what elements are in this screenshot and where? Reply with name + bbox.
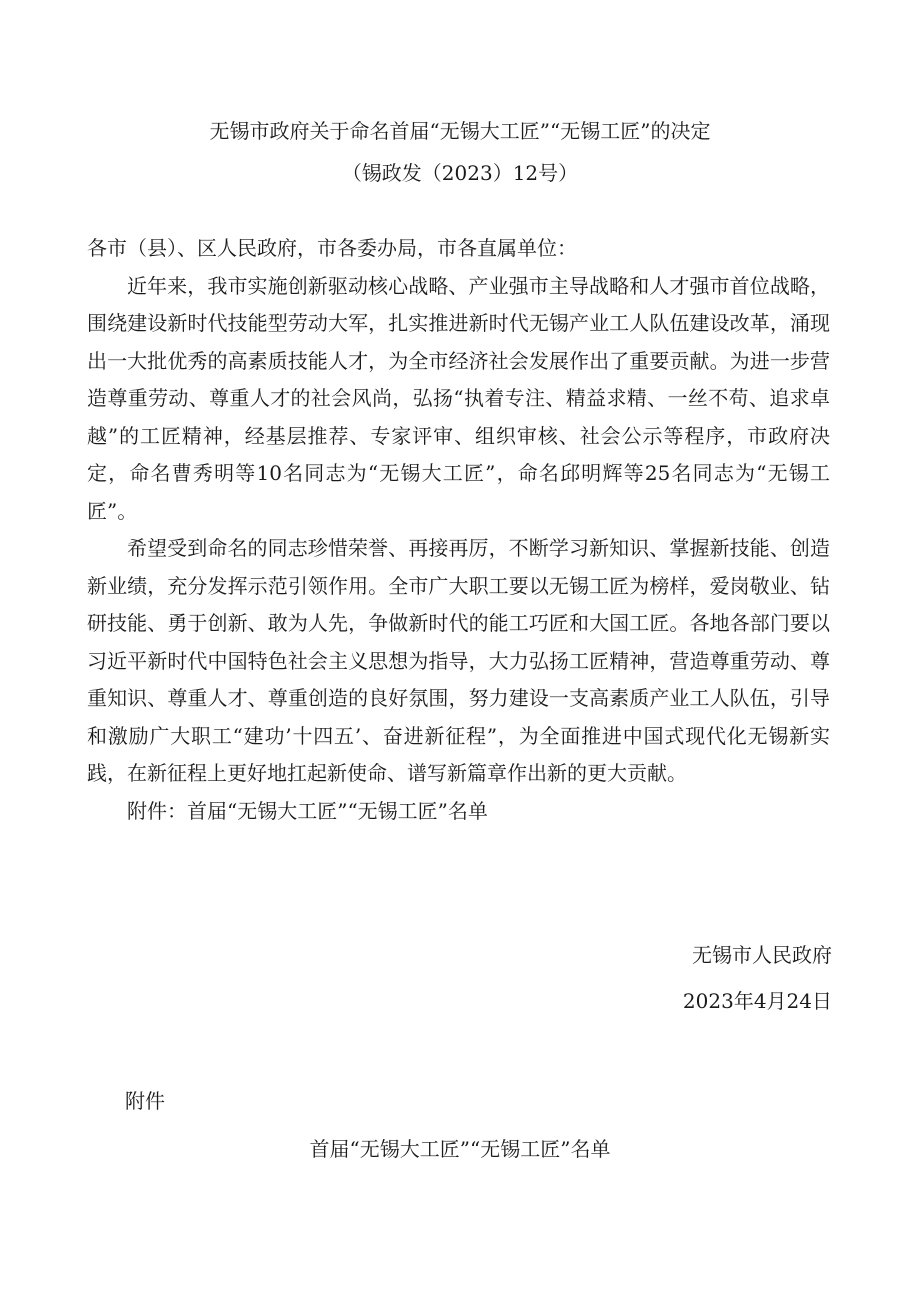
document-title: 无锡市政府关于命名首届“无锡大工匠”“无锡工匠”的决定 xyxy=(209,119,711,143)
annex-title: 首届“无锡大工匠”“无锡工匠”名单 xyxy=(309,1137,611,1161)
signer: 无锡市人民政府 xyxy=(692,943,832,967)
attachment-line: 附件：首届“无锡大工匠”“无锡工匠”名单 xyxy=(127,798,488,823)
salutation: 各市（县）、区人民政府，市各委办局，市各直属单位： xyxy=(87,236,577,260)
issue-date: 2023年4月24日 xyxy=(682,989,832,1013)
document-body xyxy=(87,230,830,830)
paragraph-1: 近年来，我市实施创新驱动核心战略、产业强市主导战略和人才强市首位战略，围绕建设新时代技能型劳动大军，扎实推进新时代无锡产业工人队伍建设改革，涌现出一大批优秀的高素质技能人才，为全市经济社会发展作出了重要贡献。为进一步营造尊重劳动、尊重人才的社会风尚，弘扬“执着专注、精益求精、一丝不苟、追求卓越”的工匠精神，经基层推荐、专家评审、组织审核、社会公示等程序，市政府决定，命名曹秀明等10名同志为“无锡大工匠”，命名邱明辉等25名同志为“无锡工匠”。 xyxy=(87,273,830,523)
document-number: （锡政发（2023）12号） xyxy=(341,161,579,185)
annex-label: 附件 xyxy=(125,1089,165,1113)
paragraph-2: 希望受到命名的同志珍惜荣誉、再接再厉，不断学习新知识、掌握新技能、创造新业绩，充分发挥示范引领作用。全市广大职工要以无锡工匠为榜样，爱岗敬业、钻研技能、勇于创新、敢为人先，争做新时代的能工巧匠和大国工匠。各地各部门要以习近平新时代中国特色社会主义思想为指导，大力弘扬工匠精神，营造尊重劳动、尊重知识、尊重人才、尊重创造的良好氛围，努力建设一支高素质产业工人队伍，引导和激励广大职工“建功’十四五’、奋进新征程”，为全面推进中国式现代化无锡新实践，在新征程上更好地扛起新使命、谱写新篇章作出新的更大贡献。 xyxy=(87,536,830,785)
